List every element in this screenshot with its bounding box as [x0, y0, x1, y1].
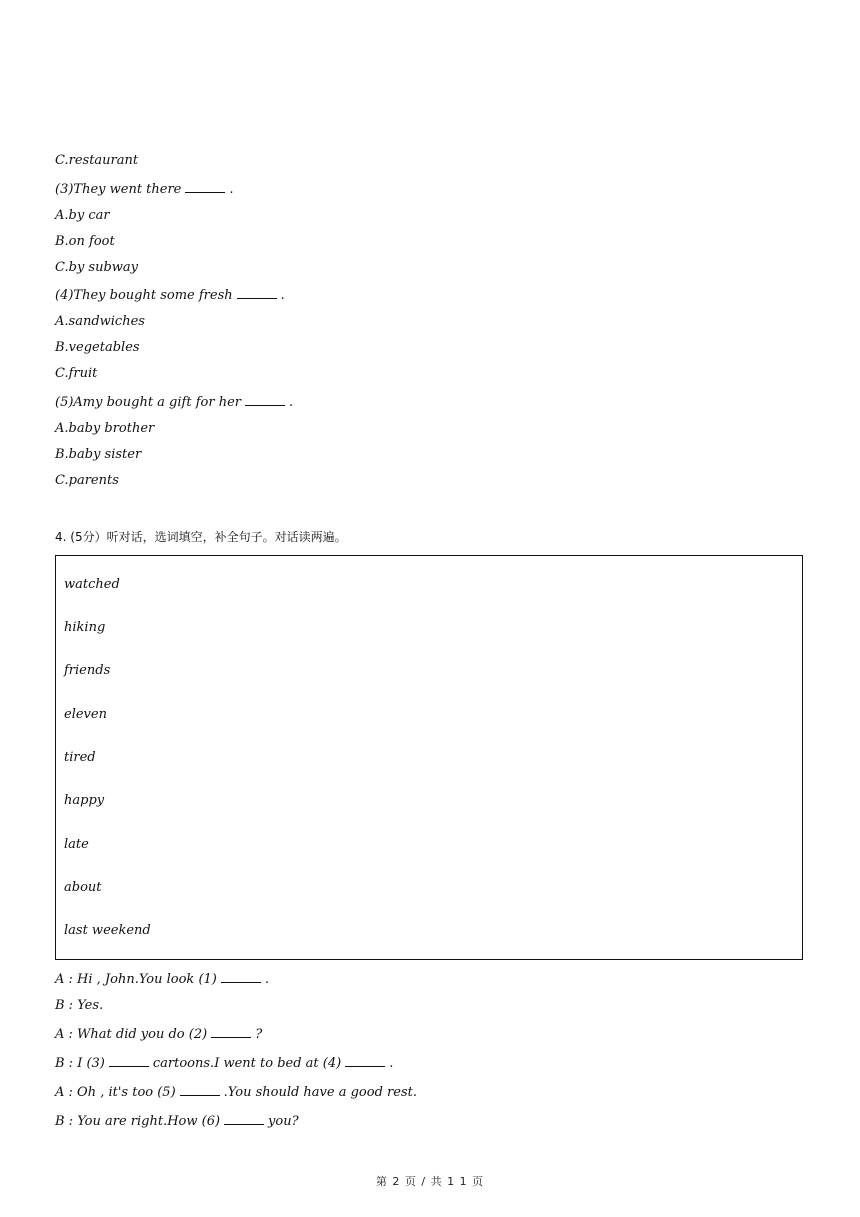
dialogue-text: B : Yes.: [55, 998, 104, 1013]
option-text: A.baby brother: [55, 421, 155, 436]
word-bank-item: happy: [64, 793, 105, 808]
answer-blank[interactable]: [211, 1027, 251, 1038]
option-text: A.by car: [55, 208, 110, 223]
stem-text: (4)They bought some fresh: [55, 288, 233, 303]
dialogue-line: [55, 1056, 393, 1072]
stem-end: .: [288, 395, 294, 410]
option-text: C.fruit: [55, 366, 98, 381]
option-text: C.by subway: [55, 260, 139, 275]
stem-end: .: [229, 182, 234, 197]
answer-blank[interactable]: [345, 1056, 385, 1067]
dialogue-line: [55, 972, 269, 988]
option-text: A.sandwiches: [55, 314, 145, 329]
option-text: C.parents: [55, 473, 119, 488]
dialogue-line: [55, 998, 103, 1014]
word-bank-item: friends: [64, 663, 111, 678]
dialogue-text: A : What did you do (2): [55, 1027, 208, 1042]
answer-blank[interactable]: [224, 1114, 264, 1125]
dialogue-text-end: ?: [255, 1027, 263, 1042]
word-bank-item: hiking: [64, 620, 106, 635]
word-bank-item: watched: [64, 577, 120, 592]
stem-end: .: [280, 288, 285, 303]
answer-blank[interactable]: [185, 182, 225, 193]
dialogue-text: B : You are right.How (6): [55, 1114, 221, 1129]
word-bank-box: [55, 555, 803, 960]
word-bank-item: last weekend: [64, 923, 151, 938]
dialogue-text: A : Oh , it's too (5): [55, 1085, 176, 1100]
answer-blank[interactable]: [180, 1085, 220, 1096]
word-bank-item: tired: [64, 750, 96, 765]
dialogue-line: [55, 1027, 262, 1043]
dialogue-text: B : I (3): [55, 1056, 105, 1071]
dialogue-text-end: .You should have a good rest.: [223, 1085, 417, 1100]
option-text: B.on foot: [55, 234, 115, 249]
question-stem: [55, 395, 293, 411]
dialogue-text: A : Hi , John.You look (1): [55, 972, 217, 987]
stem-text: (3)They went there: [55, 182, 182, 197]
dialogue-text-end: .: [389, 1056, 394, 1071]
word-bank-item: late: [64, 837, 89, 852]
question-stem: [55, 182, 234, 198]
dialogue-line: [55, 1085, 417, 1101]
dialogue-text-end: you?: [268, 1114, 299, 1129]
question-heading: 4. (5分）听对话，选词填空，补全句子。对话读两遍。: [55, 530, 347, 544]
dialogue-text-mid: cartoons.I went to bed at (4): [152, 1056, 342, 1071]
dialogue-text-end: .: [264, 972, 269, 987]
page-number: 第 2 页 / 共 1 1 页: [375, 1175, 485, 1188]
word-bank-item: eleven: [64, 707, 107, 722]
question-stem: [55, 288, 285, 304]
option-text: B.vegetables: [55, 340, 140, 355]
option-text: C.restaurant: [55, 153, 139, 168]
dialogue-line: [55, 1114, 299, 1130]
option-text: B.baby sister: [55, 447, 142, 462]
answer-blank[interactable]: [109, 1056, 149, 1067]
answer-blank[interactable]: [237, 288, 277, 299]
answer-blank[interactable]: [221, 972, 261, 983]
answer-blank[interactable]: [245, 395, 285, 406]
word-bank-item: about: [64, 880, 102, 895]
stem-text: (5)Amy bought a gift for her: [55, 395, 241, 410]
